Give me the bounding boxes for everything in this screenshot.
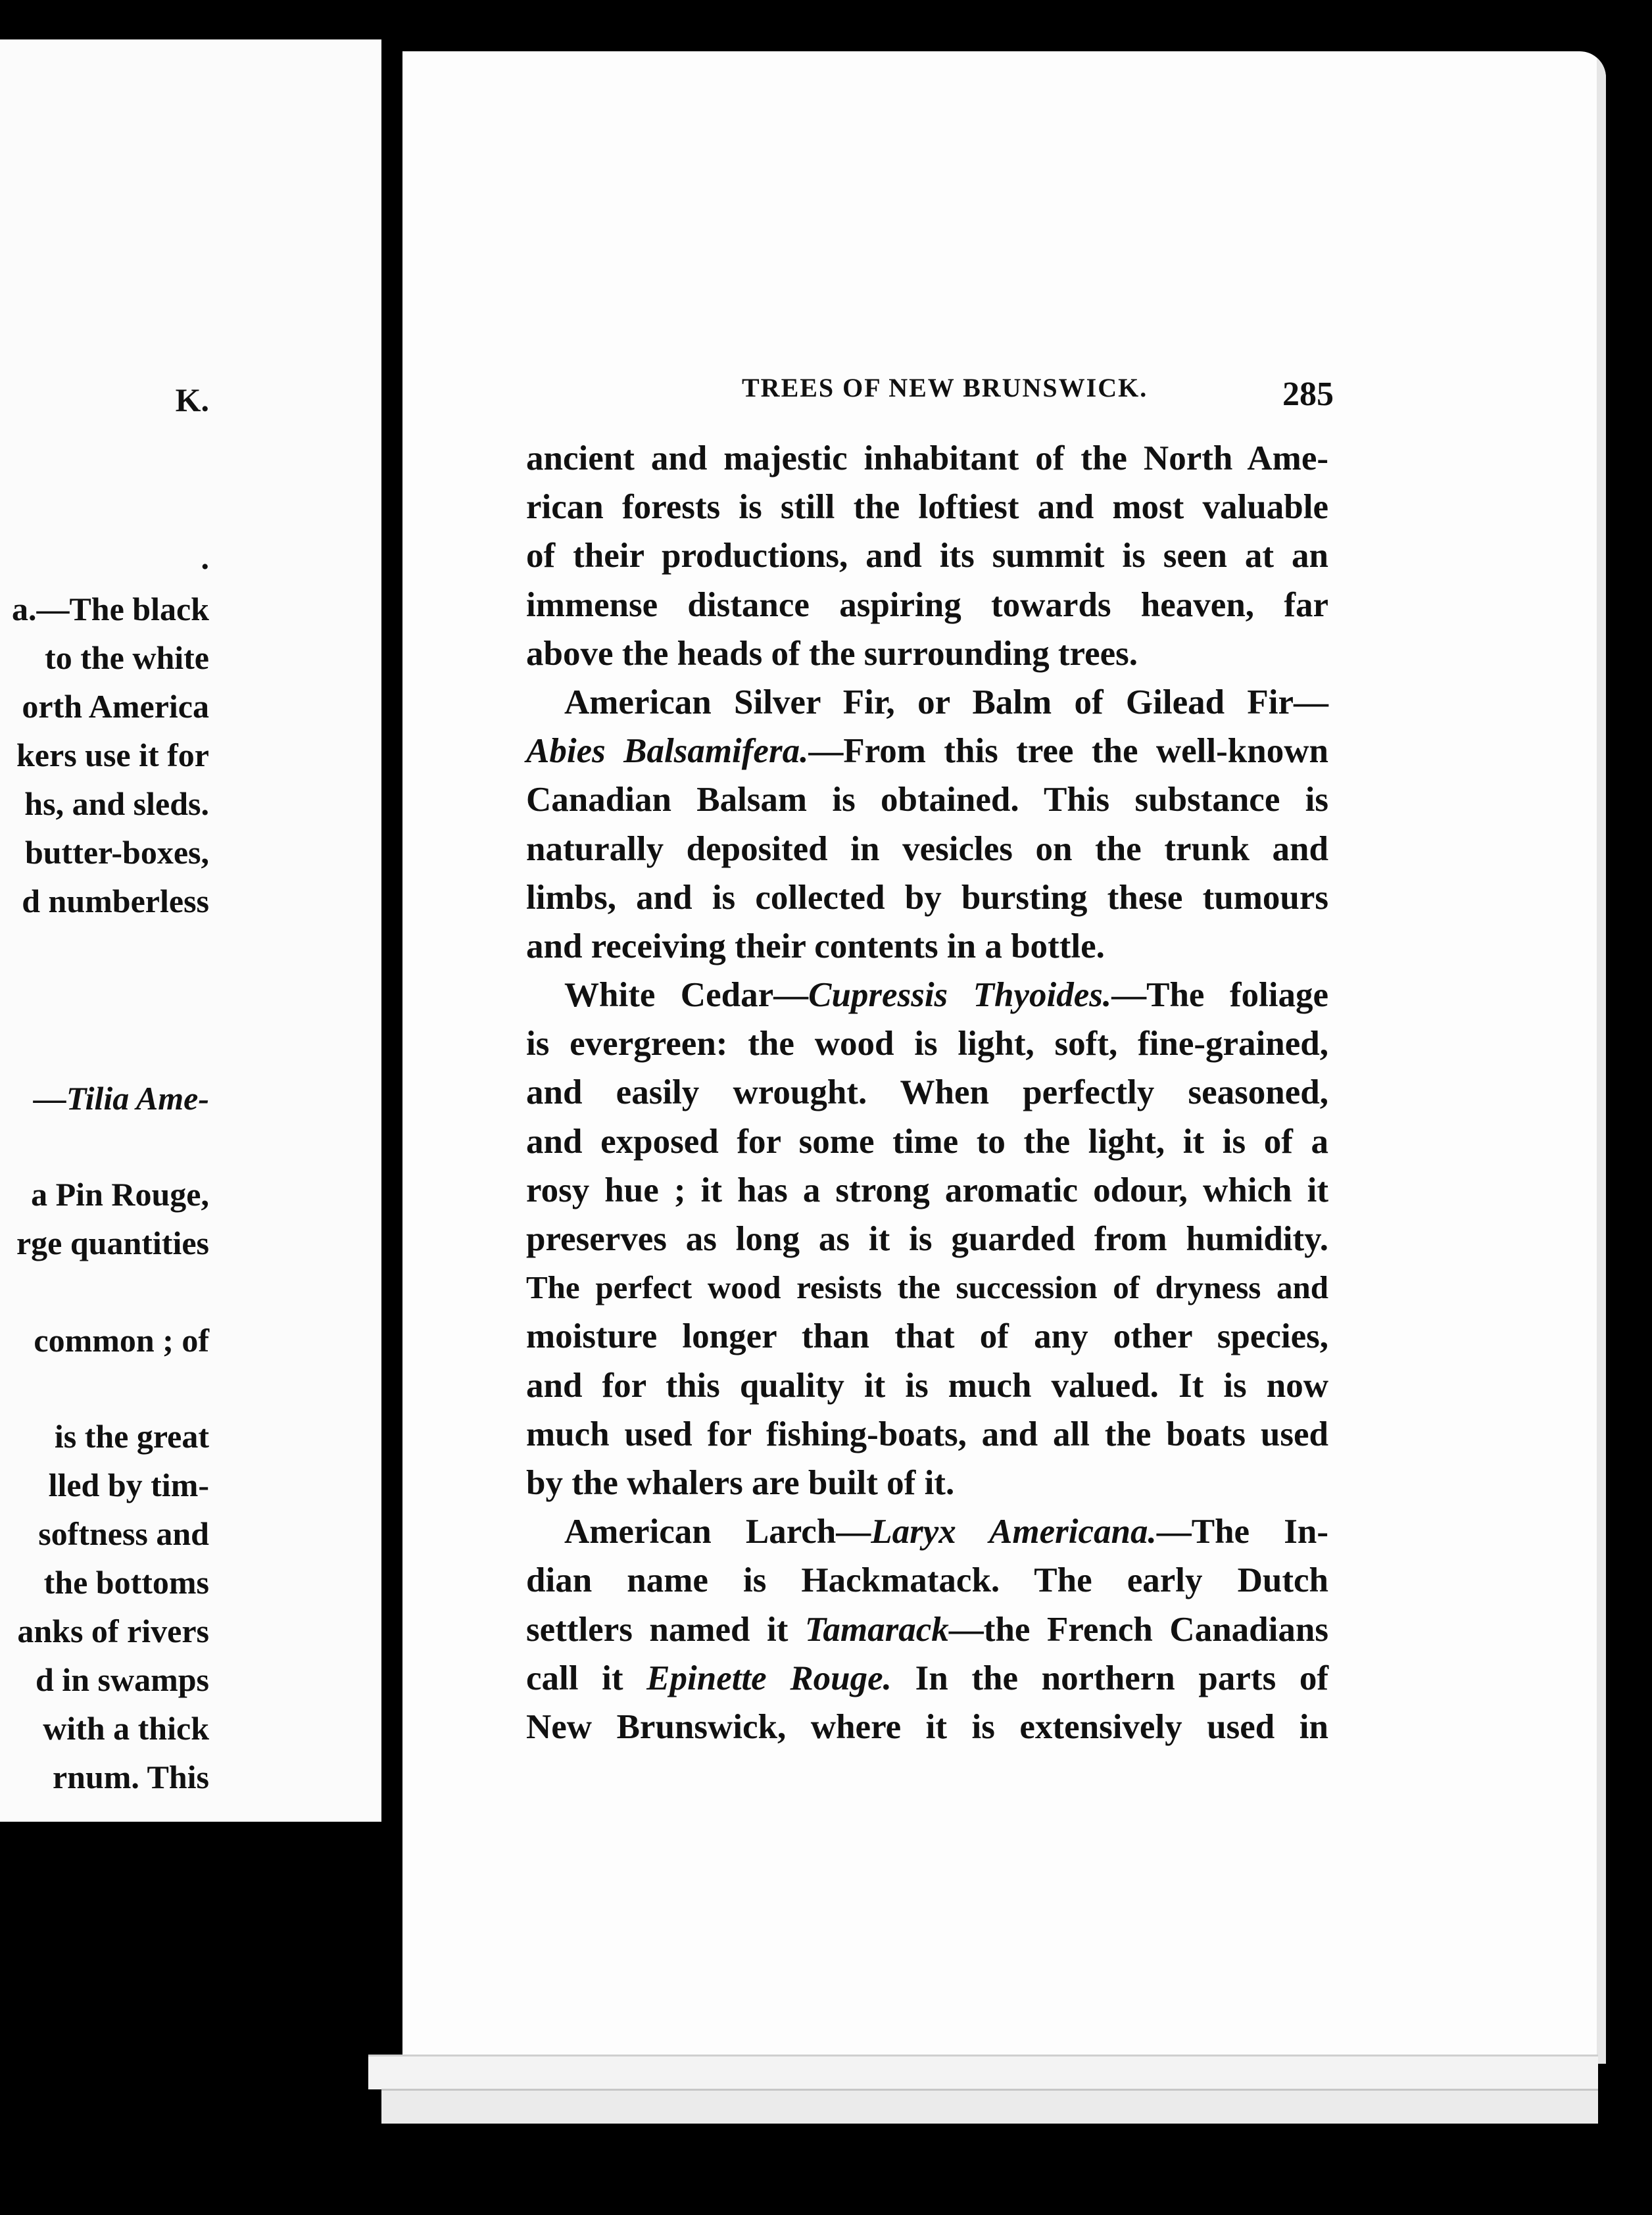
text-line: immense distance aspiring towards heaven, far bbox=[526, 585, 1328, 624]
text-line: and receiving their contents in a bottle. bbox=[526, 927, 1105, 965]
text-line: limbs, and is collected by bursting these tumours bbox=[526, 878, 1328, 917]
page-number: 285 bbox=[1282, 376, 1334, 413]
text-line: Canadian Balsam is obtained. This substance is bbox=[526, 781, 1328, 819]
page-edge-stack bbox=[381, 2089, 1598, 2124]
left-line: lled by tim- bbox=[48, 1467, 209, 1503]
text-line: preserves as long as it is guarded from humidity. bbox=[526, 1220, 1328, 1258]
text-line: and for this quality it is much valued. It is now bbox=[526, 1366, 1328, 1405]
text-line: above the heads of the surrounding trees. bbox=[526, 634, 1138, 673]
left-line: . bbox=[201, 539, 209, 576]
left-line: common ; of bbox=[34, 1322, 209, 1359]
left-line: anks of rivers bbox=[17, 1613, 209, 1649]
text-line: White Cedar—Cupressis Thyoides.—The foliage bbox=[564, 976, 1328, 1015]
left-line: rnum. This bbox=[52, 1759, 209, 1795]
text-line: rican forests is still the loftiest and most valuable bbox=[526, 488, 1328, 527]
left-line: softness and bbox=[38, 1515, 209, 1552]
left-line: a Pin Rouge, bbox=[31, 1176, 209, 1213]
text-line: and exposed for some time to the light, it is of a bbox=[526, 1122, 1328, 1161]
text-line: rosy hue ; it has a strong aromatic odour, which it bbox=[526, 1171, 1328, 1209]
paragraph bbox=[526, 678, 1328, 971]
text-line: and easily wrought. When perfectly seasoned, bbox=[526, 1073, 1328, 1112]
text-line: American Larch—Laryx Americana.—The In- bbox=[564, 1513, 1328, 1551]
left-line: —Tilia Ame- bbox=[33, 1080, 209, 1117]
left-line: d numberless bbox=[22, 883, 209, 919]
left-line: orth America bbox=[22, 688, 209, 725]
page-edge-stack bbox=[368, 2055, 1598, 2089]
left-running-head-fragment: K. bbox=[175, 381, 209, 418]
left-line: rge quantities bbox=[16, 1225, 209, 1261]
text-line: is evergreen: the wood is light, soft, fine-grained, bbox=[526, 1025, 1328, 1063]
text-line: American Silver Fir, or Balm of Gilead Fir— bbox=[564, 683, 1328, 721]
left-page-fragment bbox=[0, 39, 381, 1822]
text-line: dian name is Hackmatack. The early Dutch bbox=[526, 1561, 1328, 1600]
left-line: a.—The black bbox=[11, 591, 209, 627]
left-line: butter-boxes, bbox=[24, 834, 209, 871]
running-head: TREES OF NEW BRUNSWICK. bbox=[742, 373, 1148, 402]
left-line: hs, and sleds. bbox=[24, 785, 209, 822]
text-line: New Brunswick, where it is extensively used in bbox=[526, 1707, 1328, 1746]
left-line: kers use it for bbox=[16, 737, 209, 773]
text-line: moisture longer than that of any other species, bbox=[526, 1317, 1328, 1356]
body-text bbox=[526, 434, 1328, 1751]
left-line: is the great bbox=[54, 1418, 209, 1455]
left-line: with a thick bbox=[43, 1710, 209, 1747]
text-line: naturally deposited in vesicles on the trunk and bbox=[526, 829, 1328, 868]
text-line: The perfect wood resists the succession of dryness and bbox=[526, 1269, 1328, 1306]
text-line: much used for fishing-boats, and all the boats used bbox=[526, 1415, 1328, 1453]
text-line: ancient and majestic inhabitant of the North Ame- bbox=[526, 439, 1328, 477]
paragraph bbox=[526, 434, 1328, 678]
left-line: to the white bbox=[45, 639, 209, 676]
left-line: the bottoms bbox=[43, 1564, 209, 1601]
left-line: d in swamps bbox=[36, 1661, 209, 1698]
text-line: of their productions, and its summit is seen at an bbox=[526, 537, 1328, 575]
paragraph bbox=[526, 971, 1328, 1507]
text-line: Abies Balsamifera.—From this tree the well-known bbox=[526, 732, 1328, 771]
paragraph bbox=[526, 1507, 1328, 1751]
text-line: call it Epinette Rouge. In the northern parts of bbox=[526, 1659, 1328, 1697]
text-line: by the whalers are built of it. bbox=[526, 1463, 955, 1502]
text-line: settlers named it Tamarack—the French Canadians bbox=[526, 1610, 1328, 1649]
